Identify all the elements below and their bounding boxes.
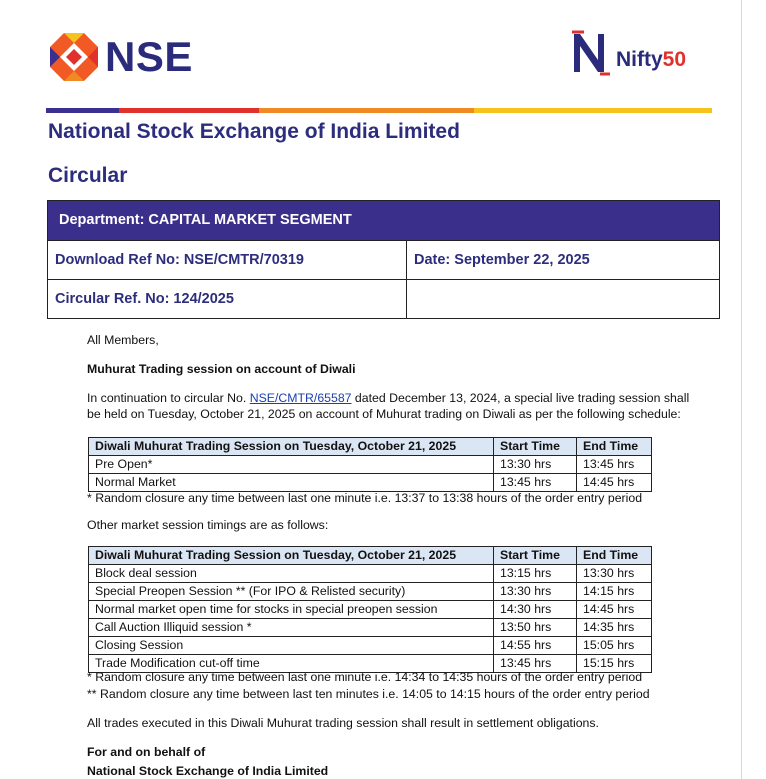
schedule-table-2	[88, 546, 652, 673]
table-cell: 14:55 hrs	[494, 637, 577, 655]
circular-ref: Circular Ref. No: 124/2025	[48, 280, 407, 318]
department-header: Department: CAPITAL MARKET SEGMENT	[48, 201, 719, 240]
table-row	[89, 601, 652, 619]
table-row	[89, 474, 652, 492]
table-header-row	[89, 438, 652, 456]
signoff-org: National Stock Exchange of India Limited	[87, 764, 329, 778]
color-bar-segment	[474, 108, 712, 113]
table-cell: 13:30 hrs	[494, 456, 577, 474]
para-suffix: dated December 13, 2024, a special live trading session shall	[351, 391, 690, 405]
table-cell: 14:45 hrs	[577, 601, 652, 619]
nifty-logo-text-a: Nifty	[616, 48, 663, 71]
color-bar-segment	[259, 108, 474, 113]
paragraph-line	[87, 390, 689, 406]
table-cell: Call Auction Illiquid session *	[89, 619, 494, 637]
table-cell: 15:15 hrs	[577, 655, 652, 673]
signoff-line: For and on behalf of	[87, 745, 206, 759]
subject-line: Muhurat Trading session on account of Diwali	[87, 362, 356, 376]
section-intro: Other market session timings are as follows:	[87, 518, 329, 532]
para-prefix: In continuation to circular No.	[87, 391, 250, 405]
table-cell: Normal market open time for stocks in special preopen session	[89, 601, 494, 619]
table-cell: 13:45 hrs	[577, 456, 652, 474]
nse-logo-text: NSE	[105, 33, 193, 80]
table-row	[89, 583, 652, 601]
nifty-logo-text-b: 50	[662, 48, 687, 71]
table-header-cell: Start Time	[494, 438, 577, 456]
table-header-cell: End Time	[577, 547, 652, 565]
table-header-cell: Start Time	[494, 547, 577, 565]
table-cell: Block deal session	[89, 565, 494, 583]
table-cell: 13:15 hrs	[494, 565, 577, 583]
schedule-table-1	[88, 437, 652, 492]
table-cell: Normal Market	[89, 474, 494, 492]
table-cell: Trade Modification cut-off time	[89, 655, 494, 673]
table-cell: Closing Session	[89, 637, 494, 655]
footnote: * Random closure any time between last one minute i.e. 13:37 to 13:38 hours of the order entry period	[87, 491, 643, 505]
table-cell: 14:15 hrs	[577, 583, 652, 601]
table-cell: 14:30 hrs	[494, 601, 577, 619]
settlement-note: All trades executed in this Diwali Muhurat trading session shall result in settlement obligations.	[87, 716, 599, 730]
color-bar-segment	[46, 108, 119, 113]
nse-logo-mark-icon	[50, 33, 98, 81]
table-header-cell: End Time	[577, 438, 652, 456]
color-bar-segment	[119, 108, 259, 113]
footnote: * Random closure any time between last one minute i.e. 14:34 to 14:35 hours of the order entry period	[87, 670, 643, 684]
table-cell: 15:05 hrs	[577, 637, 652, 655]
table-header-cell: Diwali Muhurat Trading Session on Tuesday, October 21, 2025	[89, 438, 494, 456]
footnote: ** Random closure any time between last ten minutes i.e. 14:05 to 14:15 hours of the order entry period	[87, 687, 650, 701]
nifty50-logo	[570, 30, 710, 80]
table-row	[89, 565, 652, 583]
circular-info-box	[47, 200, 720, 319]
salutation: All Members,	[87, 333, 159, 347]
nifty-logo-mark-icon	[570, 30, 612, 76]
table-cell: 14:35 hrs	[577, 619, 652, 637]
brand-color-bar	[46, 108, 712, 113]
table-cell: 13:45 hrs	[494, 474, 577, 492]
circular-reference-link[interactable]: NSE/CMTR/65587	[249, 391, 352, 405]
table-row	[89, 456, 652, 474]
nifty-logo-text	[616, 48, 686, 72]
download-ref: Download Ref No: NSE/CMTR/70319	[48, 241, 407, 279]
table-row	[89, 619, 652, 637]
table-cell: Special Preopen Session ** (For IPO & Relisted security)	[89, 583, 494, 601]
empty-cell	[407, 280, 719, 318]
org-title: National Stock Exchange of India Limited	[48, 120, 460, 143]
table-header-cell: Diwali Muhurat Trading Session on Tuesday, October 21, 2025	[89, 547, 494, 565]
page-edge	[741, 0, 742, 779]
info-row	[48, 279, 719, 318]
table-cell: 13:30 hrs	[577, 565, 652, 583]
circular-date: Date: September 22, 2025	[414, 252, 590, 268]
table-row	[89, 637, 652, 655]
paragraph-line: be held on Tuesday, October 21, 2025 on account of Muhurat trading on Diwali as per the following schedule:	[87, 407, 681, 421]
table-cell: 13:50 hrs	[494, 619, 577, 637]
table-cell: Pre Open*	[89, 456, 494, 474]
info-row	[48, 240, 719, 279]
table-cell: 13:30 hrs	[494, 583, 577, 601]
table-cell: 14:45 hrs	[577, 474, 652, 492]
document-type-title: Circular	[48, 164, 128, 187]
table-cell: 13:45 hrs	[494, 655, 577, 673]
table-header-row	[89, 547, 652, 565]
nse-logo	[50, 30, 200, 84]
